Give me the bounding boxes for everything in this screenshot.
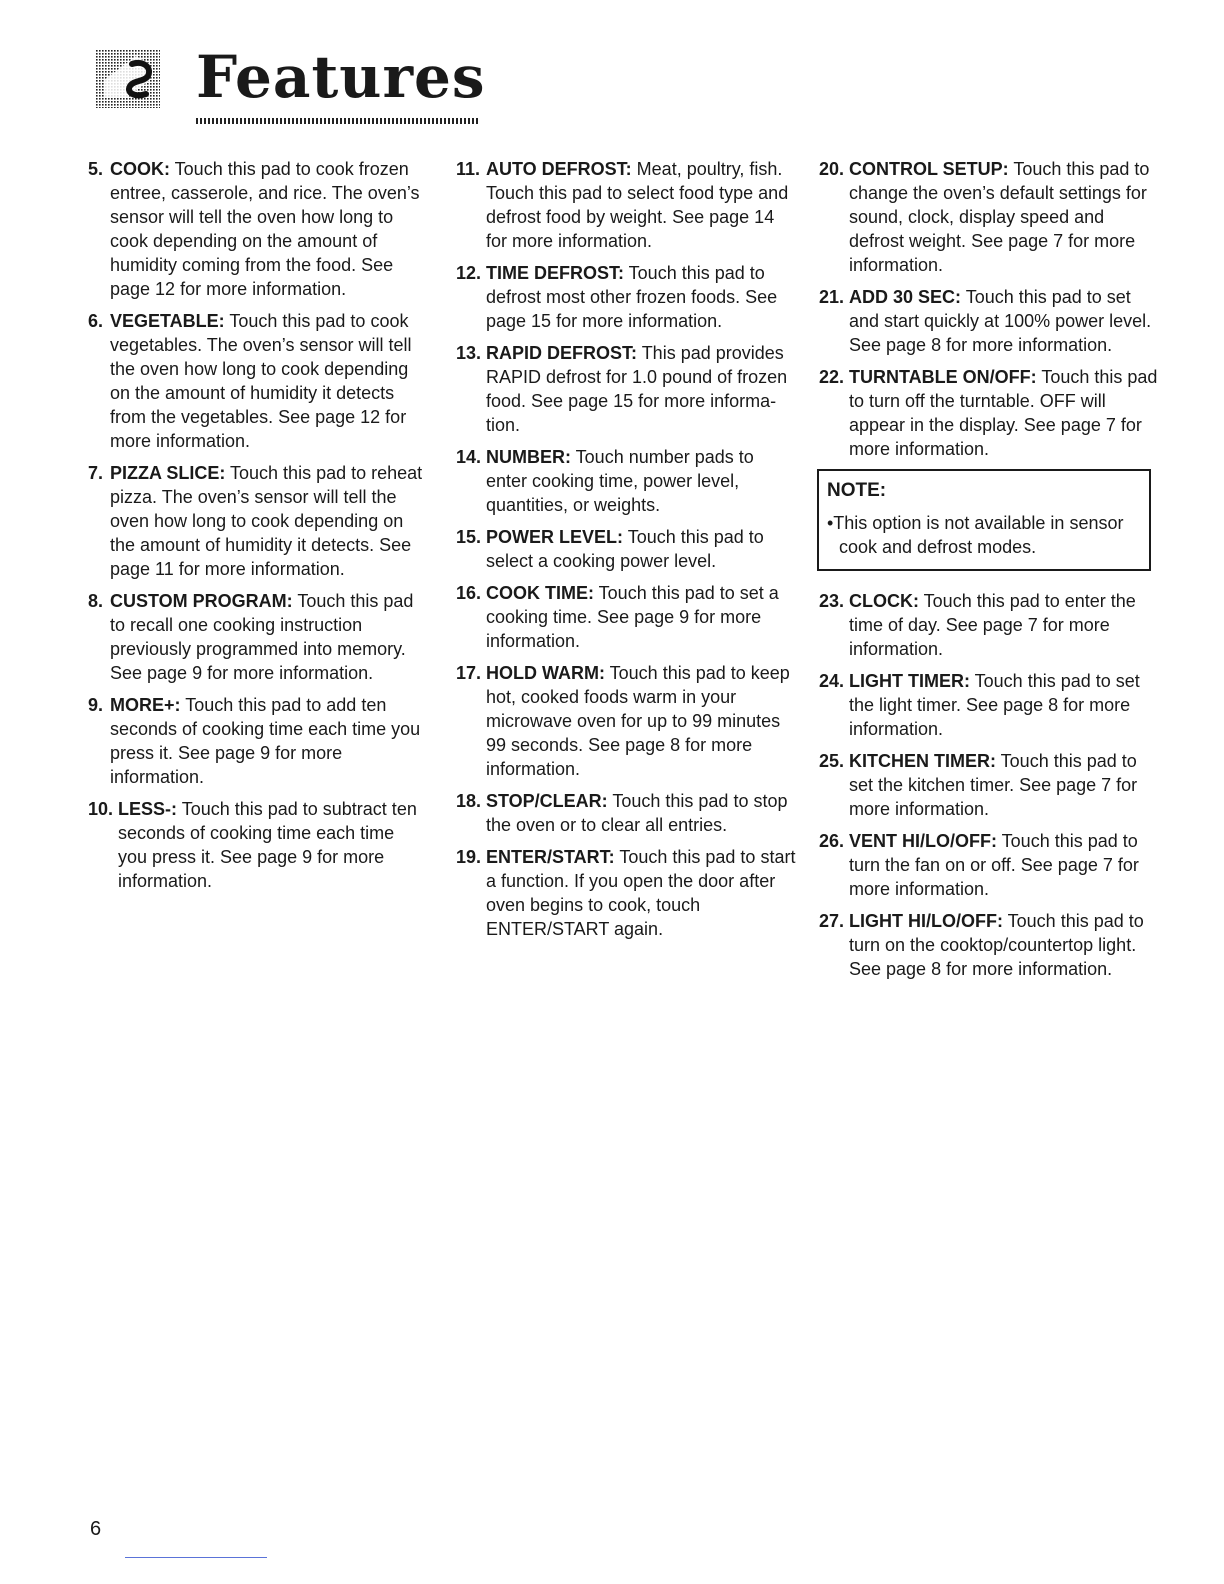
item-text: Touch this pad to stop the oven or to clear all entries. xyxy=(486,791,788,835)
item-label: STOP/CLEAR: xyxy=(486,791,608,811)
item-number: 25. xyxy=(819,751,845,771)
item-text: Touch this pad to subtract ten seconds of cooking time each time you press it. See page 9 for more information. xyxy=(118,799,417,891)
item-label: PIZZA SLICE: xyxy=(110,463,226,483)
item-text: Touch this pad to cook frozen entree, casserole, and rice. The oven’s sensor will tell the oven how long to cook depending on the amount of humidity coming from the food. See page 12 for more information. xyxy=(110,159,420,299)
item-label: HOLD WARM: xyxy=(486,663,605,683)
item-number: 5. xyxy=(88,159,104,179)
item-number: 26. xyxy=(819,831,845,851)
item-label: CONTROL SETUP: xyxy=(849,159,1009,179)
item-number: 24. xyxy=(819,671,845,691)
item-number: 11. xyxy=(456,159,481,179)
list-item xyxy=(456,661,796,781)
note-title: NOTE: xyxy=(827,480,887,501)
item-text: Touch this pad to keep hot, cooked foods warm in your microwave oven for up to 99 minutes 99 seconds. See page 8 for more information. xyxy=(486,663,790,779)
item-label: MORE+: xyxy=(110,695,181,715)
item-number: 20. xyxy=(819,159,845,179)
item-label: TURNTABLE ON/OFF: xyxy=(849,367,1037,387)
note-box xyxy=(817,469,1151,571)
item-label: RAPID DEFROST: xyxy=(486,343,638,363)
item-label: ENTER/START: xyxy=(486,847,615,867)
list-item xyxy=(819,589,1159,661)
list-item xyxy=(88,157,428,301)
list-item xyxy=(819,285,1159,357)
list-item xyxy=(819,829,1159,901)
item-number: 17. xyxy=(456,663,482,683)
item-number: 6. xyxy=(88,311,104,331)
list-item xyxy=(88,589,428,685)
list-item xyxy=(456,789,796,837)
column-left xyxy=(88,157,428,901)
list-item xyxy=(456,581,796,653)
item-label: AUTO DEFROST: xyxy=(486,159,632,179)
list-item xyxy=(456,845,796,941)
item-number: 7. xyxy=(88,463,104,483)
item-label: COOK: xyxy=(110,159,170,179)
item-text: Meat, poultry, fish. Touch this pad to select food type and defrost food by weight. See page 14 for more information. xyxy=(486,159,789,251)
list-item xyxy=(456,445,796,517)
item-label: TIME DEFROST: xyxy=(486,263,624,283)
item-label: POWER LEVEL: xyxy=(486,527,624,547)
item-number: 23. xyxy=(819,591,845,611)
note-text: •This option is not available in sensor cook and defrost modes. xyxy=(827,513,1124,557)
item-label: NUMBER: xyxy=(486,447,571,467)
page-title: Features xyxy=(196,43,486,111)
item-number: 13. xyxy=(456,343,482,363)
item-label: VENT HI/LO/OFF: xyxy=(849,831,997,851)
item-number: 8. xyxy=(88,591,104,611)
section-icon xyxy=(96,50,160,108)
list-item xyxy=(819,365,1159,461)
item-number: 18. xyxy=(456,791,482,811)
item-text: Touch this pad to turn the fan on or off. See page 7 for more information. xyxy=(849,831,1139,899)
column-middle xyxy=(456,157,796,949)
item-label: CUSTOM PROGRAM: xyxy=(110,591,293,611)
item-label: LIGHT HI/LO/OFF: xyxy=(849,911,1003,931)
item-label: COOK TIME: xyxy=(486,583,594,603)
item-number: 10. xyxy=(88,799,114,819)
column-right xyxy=(819,157,1159,989)
list-item xyxy=(88,693,428,789)
item-text: Touch this pad to add ten seconds of cooking time each time you press it. See page 9 for more information. xyxy=(110,695,421,787)
item-text: Touch this pad to cook vegetables. The oven’s sensor will tell the oven how long to cook depending on the amount of humidity it detects from the vegetables. See page 12 for more information. xyxy=(110,311,412,451)
title-underline xyxy=(196,118,478,124)
item-text: Touch this pad to set the kitchen timer. See page 7 for more information. xyxy=(849,751,1138,819)
item-text: Touch this pad to set the light timer. See page 8 for more information. xyxy=(849,671,1140,739)
item-number: 16. xyxy=(456,583,482,603)
item-number: 9. xyxy=(88,695,104,715)
list-item xyxy=(819,157,1159,277)
item-text: This pad provides RAPID defrost for 1.0 pound of frozen food. See page 15 for more informa-tion. xyxy=(486,343,788,435)
item-label: ADD 30 SEC: xyxy=(849,287,962,307)
item-number: 21. xyxy=(819,287,845,307)
item-text: Touch this pad to start a function. If you open the door after oven begins to cook, touch ENTER/START again. xyxy=(486,847,796,939)
list-item xyxy=(456,261,796,333)
item-text: Touch this pad to enter the time of day. See page 7 for more information. xyxy=(849,591,1136,659)
item-text: Touch this pad to change the oven’s default settings for sound, clock, display speed and defrost weight. See page 7 for more information. xyxy=(849,159,1150,275)
list-item xyxy=(88,309,428,453)
item-label: CLOCK: xyxy=(849,591,919,611)
page-header xyxy=(96,44,516,134)
item-text: Touch this pad to recall one cooking instruction previously programmed into memory. See page 9 for more information. xyxy=(110,591,414,683)
item-text: Touch number pads to enter cooking time, power level, quantities, or weights. xyxy=(486,447,754,515)
page-number: 6 xyxy=(90,1518,102,1540)
item-number: 15. xyxy=(456,527,482,547)
item-text: Touch this pad to reheat pizza. The oven’s sensor will tell the oven how long to cook depending on the amount of humidity it detects. See page 11 for more information. xyxy=(110,463,423,579)
list-item xyxy=(819,669,1159,741)
item-number: 14. xyxy=(456,447,482,467)
list-item xyxy=(456,525,796,573)
item-text: Touch this pad to select a cooking power level. xyxy=(486,527,764,571)
list-item xyxy=(456,341,796,437)
item-text: Touch this pad to set a cooking time. See page 9 for more information. xyxy=(486,583,779,651)
item-text: Touch this pad to turn off the turntable. OFF will appear in the display. See page 7 for more information. xyxy=(849,367,1158,459)
item-label: KITCHEN TIMER: xyxy=(849,751,996,771)
list-item xyxy=(88,461,428,581)
item-number: 12. xyxy=(456,263,482,283)
item-label: LESS-: xyxy=(118,799,178,819)
item-number: 22. xyxy=(819,367,845,387)
list-item xyxy=(88,797,428,893)
list-item xyxy=(456,157,796,253)
list-item xyxy=(819,909,1159,981)
item-number: 19. xyxy=(456,847,482,867)
list-item xyxy=(819,749,1159,821)
item-text: Touch this pad to turn on the cooktop/countertop light. See page 8 for more information. xyxy=(849,911,1144,979)
item-text: Touch this pad to defrost most other frozen foods. See page 15 for more information. xyxy=(486,263,778,331)
item-text: Touch this pad to set and start quickly at 100% power level. See page 8 for more information. xyxy=(849,287,1152,355)
item-number: 27. xyxy=(819,911,845,931)
footer-divider xyxy=(125,1557,267,1558)
item-label: LIGHT TIMER: xyxy=(849,671,970,691)
item-label: VEGETABLE: xyxy=(110,311,225,331)
